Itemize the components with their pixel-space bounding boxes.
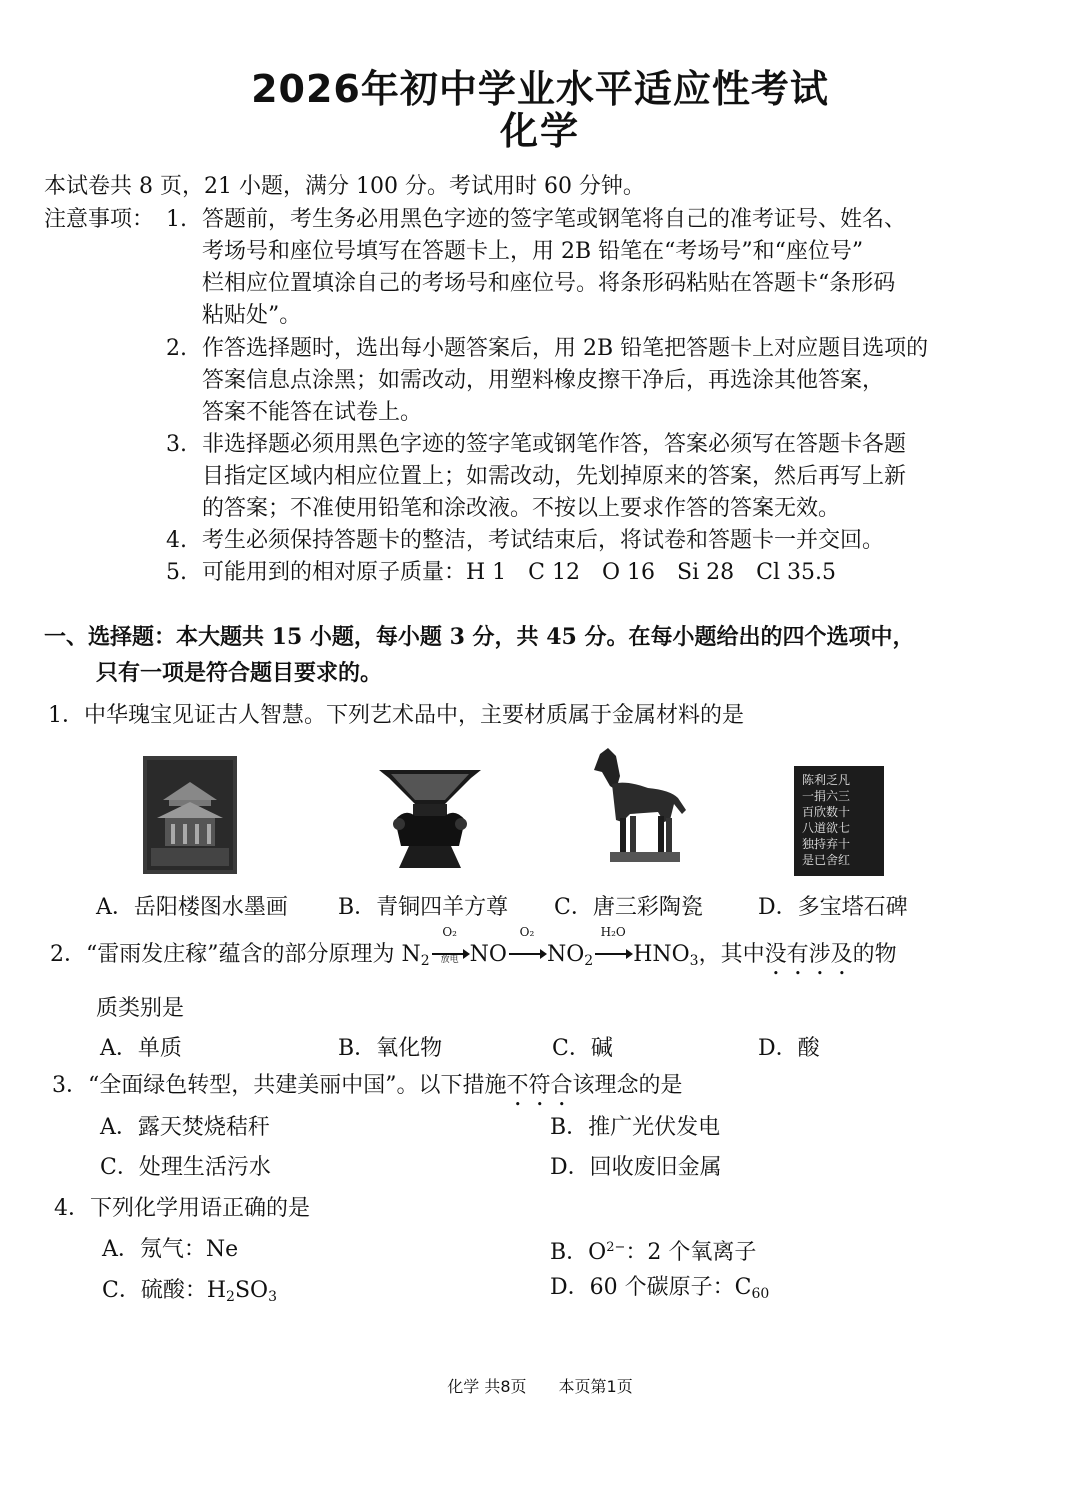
page-footer: 化学 共8页 本页第1页 <box>447 1377 633 1396</box>
notice-1-line-1: 答题前，考生务必用黑色字迹的签字笔或钢笔将自己的准考证号、姓名、 <box>202 207 907 232</box>
q3-emphasis: 不符合 <box>506 1073 573 1098</box>
exam-title: 2026年初中学业水平适应性考试 <box>251 67 829 111</box>
q3-option-b: B．推广光伏发电 <box>550 1115 721 1140</box>
q4-b-superscript: 2− <box>606 1240 626 1255</box>
notice-3-line-1: 非选择题必须用黑色字迹的签字笔或钢笔作答，答案必须写在答题卡各题 <box>202 432 907 457</box>
notice-2-line-2: 答案信息点涂黑；如需改动，用塑料橡皮擦干净后，再选涂其他答案， <box>202 368 885 393</box>
notice-1-line-2: 考场号和座位号填写在答题卡上，用 2B 铅笔在“考场号”和“座位号” <box>202 239 864 264</box>
question-4-stem: 4．下列化学用语正确的是 <box>54 1196 310 1221</box>
arrow-right-icon <box>509 953 545 955</box>
q3-stem-b: 该理念的是 <box>572 1073 683 1098</box>
arrow-condition-below: 放电 <box>440 955 459 965</box>
notice-5-line-1: 可能用到的相对原子质量：H 1 C 12 O 16 Si 28 Cl 35.5 <box>202 560 836 585</box>
stele-text-line: 百欣数十 <box>802 805 851 819</box>
q4-option-d <box>550 1273 769 1309</box>
ink-painting-image <box>143 756 237 874</box>
q3-option-c: C．处理生活污水 <box>100 1155 271 1180</box>
q2-hno3-subscript: 3 <box>689 953 699 969</box>
question-2-stem-line-2: 质类别是 <box>96 996 185 1021</box>
q1-option-a: A．岳阳楼图水墨画 <box>96 895 288 920</box>
reaction-arrow <box>507 925 547 970</box>
q4-c-mid: SO <box>234 1278 269 1303</box>
q1-option-c: C．唐三彩陶瓷 <box>554 895 703 920</box>
q2-option-c: C．碱 <box>552 1036 613 1061</box>
q2-no2-subscript: 2 <box>584 953 594 969</box>
q2-no: NO <box>469 942 507 967</box>
stele-text-line: 是已舍红 <box>802 853 851 867</box>
notice-num-4: 4. <box>166 528 187 553</box>
q4-option-b <box>550 1233 756 1268</box>
q4-option-c <box>102 1276 277 1312</box>
q2-no2: NO <box>546 942 585 967</box>
q4-c-pre: C．硫酸：H <box>102 1278 227 1303</box>
question-3-stem <box>52 1071 683 1111</box>
notice-1-line-4: 粘贴处”。 <box>202 303 302 328</box>
arrow-condition: O₂ <box>442 925 457 939</box>
reaction-arrow <box>430 925 470 970</box>
notice-num-5: 5. <box>166 560 187 585</box>
q4-c-subscript-2: 3 <box>268 1289 277 1305</box>
stele-text-line: 陈利乏凡 <box>802 773 851 787</box>
q4-option-a: A．氖气：Ne <box>102 1237 239 1262</box>
q4-d-pre: D．60 个碳原子：C <box>550 1275 752 1300</box>
reaction-arrow <box>593 925 633 970</box>
q3-option-d: D．回收废旧金属 <box>550 1155 722 1180</box>
q4-c-subscript-1: 2 <box>226 1289 235 1305</box>
notice-3-line-2: 目指定区域内相应位置上；如需改动，先划掉原来的答案，然后再写上新 <box>202 464 907 489</box>
q2-option-a: A．单质 <box>100 1036 182 1061</box>
stele-text-line: 独持弃十 <box>802 837 851 851</box>
q2-emphasis: 没有涉及 <box>764 942 853 967</box>
arrow-right-icon <box>595 953 631 955</box>
notice-num-2: 2. <box>166 336 187 361</box>
q3-stem-a: 3．“全面绿色转型，共建美丽中国”。以下措施 <box>52 1073 507 1098</box>
question-2-stem <box>50 925 897 980</box>
q2-option-d: D．酸 <box>758 1036 820 1061</box>
stele-text-line: 八道欲七 <box>802 821 851 835</box>
q3-option-a: A．露天焚烧秸秆 <box>100 1115 270 1140</box>
q2-hno3: HNO <box>633 942 690 967</box>
notice-label: 注意事项： <box>44 207 155 232</box>
arrow-condition: H₂O <box>600 925 626 939</box>
q4-b-pre: B．O <box>550 1240 607 1265</box>
notice-2-line-1: 作答选择题时，选出每小题答案后，用 2B 铅笔把答题卡上对应题目选项的 <box>202 336 929 361</box>
q2-lead: “雷雨发庄稼”蕴含的部分原理为 N <box>86 942 421 967</box>
q2-n2-subscript: 2 <box>420 953 430 969</box>
question-1-stem: 1．中华瑰宝见证古人智慧。下列艺术品中，主要材质属于金属材料的是 <box>48 703 744 728</box>
section-heading-line-2: 只有一项是符合题目要求的。 <box>96 660 383 686</box>
notice-3-line-3: 的答案；不准使用铅笔和涂改液。不按以上要求作答的答案无效。 <box>202 496 841 521</box>
notice-num-3: 3. <box>166 432 187 457</box>
exam-intro: 本试卷共 8 页，21 小题，满分 100 分。考试用时 60 分钟。 <box>44 174 645 199</box>
q1-option-d: D．多宝塔石碑 <box>758 895 908 920</box>
tang-sancai-horse-image <box>586 746 692 868</box>
arrow-condition: O₂ <box>519 925 535 939</box>
q2-tail-end: 的物 <box>852 942 897 967</box>
bronze-zun-image <box>375 760 485 872</box>
notice-1-line-3: 栏相应位置填涂自己的考场号和座位号。将条形码粘贴在答题卡“条形码 <box>202 271 896 296</box>
stele-text-line: 一捐六三 <box>802 789 851 803</box>
q2-number: 2． <box>50 942 86 967</box>
stele-rubbing-image <box>794 766 884 876</box>
notice-2-line-3: 答案不能答在试卷上。 <box>202 400 423 425</box>
notice-4-line-1: 考生必须保持答题卡的整洁，考试结束后，将试卷和答题卡一并交回。 <box>202 528 885 553</box>
subject-title: 化学 <box>499 109 580 153</box>
q2-tail: ，其中 <box>698 942 765 967</box>
q4-d-subscript: 60 <box>751 1286 770 1302</box>
section-heading: 一、选择题：本大题共 15 小题，每小题 3 分，共 45 分。在每小题给出的四个选项中， <box>44 624 915 650</box>
q4-b-post: ：2 个氧离子 <box>625 1240 757 1265</box>
notice-num-1: 1. <box>166 207 187 232</box>
q2-option-b: B．氧化物 <box>338 1036 443 1061</box>
q1-option-b: B．青铜四羊方尊 <box>338 895 509 920</box>
